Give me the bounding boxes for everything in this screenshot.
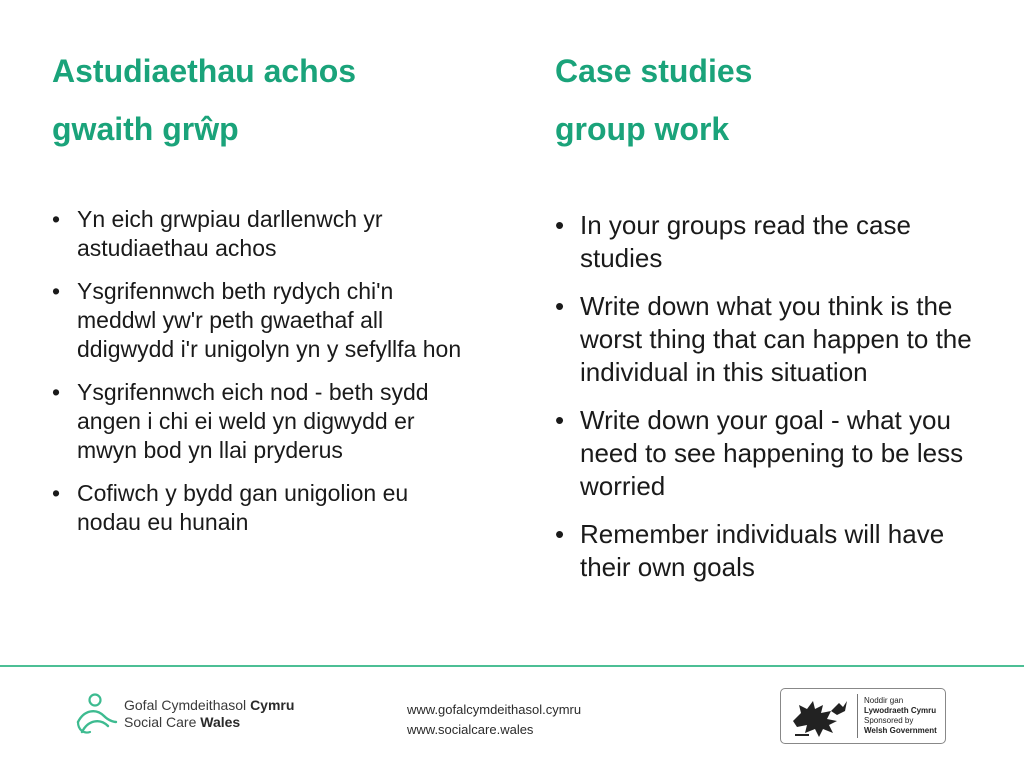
english-title-line1: Case studies xyxy=(555,53,753,89)
social-care-wales-logo-icon xyxy=(74,692,118,736)
welsh-government-badge xyxy=(780,688,946,744)
bullet-icon: • xyxy=(555,405,565,435)
bullet-icon: • xyxy=(52,480,61,506)
welsh-title-line2: gwaith grŵp xyxy=(52,111,239,147)
footer-urls xyxy=(407,700,581,740)
list-item xyxy=(52,378,472,465)
welsh-url: www.gofalcymdeithasol.cymru xyxy=(407,702,582,717)
footer-divider xyxy=(0,665,1024,667)
english-title-line2: group work xyxy=(555,111,730,147)
bullet-text: Cofiwch y bydd gan unigolion eu nodau eu hunain xyxy=(77,480,409,535)
list-item xyxy=(52,205,472,263)
bullet-icon: • xyxy=(555,291,565,321)
list-item xyxy=(52,479,472,537)
bullet-icon: • xyxy=(52,379,61,405)
social-care-wales-logo xyxy=(74,692,294,736)
bullet-text: Ysgrifennwch eich nod - beth sydd angen i chi ei weld yn digwydd er mwyn bod yn llai pryderus xyxy=(77,379,429,463)
logo-english-name: Social Care Wales xyxy=(124,714,241,730)
list-item xyxy=(555,518,975,584)
english-bullet-list xyxy=(555,209,975,584)
bullet-text: Write down what you think is the worst thing that can happen to the individual in this situation xyxy=(580,291,972,387)
bullet-text: Remember individuals will have their own goals xyxy=(580,519,945,582)
bullet-text: Yn eich grwpiau darllenwch yr astudiaethau achos xyxy=(77,206,383,261)
english-url: www.socialcare.wales xyxy=(407,722,534,737)
bullet-icon: • xyxy=(52,206,61,232)
english-title xyxy=(555,42,975,158)
bullet-text: In your groups read the case studies xyxy=(580,210,911,273)
welsh-title-line1: Astudiaethau achos xyxy=(52,53,357,89)
logo-welsh-name: Gofal Cymdeithasol Cymru xyxy=(124,697,295,713)
bullet-text: Ysgrifennwch beth rydych chi'n meddwl yw'r peth gwaethaf all ddigwydd i'r unigolyn yn y sefyllfa hon xyxy=(77,278,462,362)
bullet-icon: • xyxy=(52,278,61,304)
gov-name-welsh: Lywodraeth Cymru xyxy=(864,706,937,715)
bullet-text: Write down your goal - what you need to see happening to be less worried xyxy=(580,405,964,501)
english-column xyxy=(555,42,975,599)
gov-name-english: Welsh Government xyxy=(864,726,937,735)
list-item xyxy=(555,209,975,275)
welsh-title xyxy=(52,42,472,158)
badge-separator xyxy=(857,694,858,738)
bullet-icon: • xyxy=(555,519,565,549)
welsh-dragon-icon xyxy=(787,691,853,741)
bullet-icon: • xyxy=(555,210,565,240)
welsh-bullet-list xyxy=(52,205,472,537)
welsh-column xyxy=(52,42,472,551)
list-item xyxy=(555,404,975,503)
list-item xyxy=(52,277,472,364)
gov-sponsor-english: Sponsored by xyxy=(864,716,914,725)
list-item xyxy=(555,290,975,389)
gov-sponsor-welsh: Noddir gan xyxy=(864,696,904,705)
